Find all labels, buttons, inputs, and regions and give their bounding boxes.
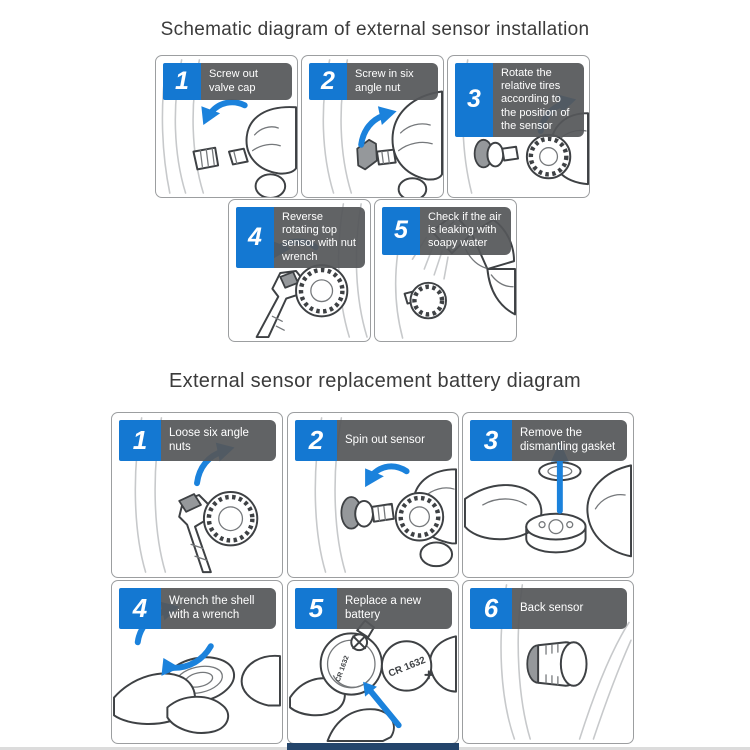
step-header — [119, 420, 276, 461]
step-header — [470, 588, 627, 629]
battery-label: CR 1632 — [387, 654, 428, 680]
step-panel-battery-3 — [462, 412, 634, 578]
step-header — [295, 420, 452, 461]
step-panel-battery-6 — [462, 580, 634, 744]
step-label: Check if the air is leaking with soapy water — [420, 207, 511, 255]
step-header — [295, 588, 452, 629]
step-label: Screw in six angle nut — [347, 63, 438, 100]
step-number: 3 — [470, 420, 512, 461]
sensor-graphic — [204, 492, 257, 545]
step-panel-battery-4 — [111, 580, 283, 744]
step-label: Rotate the relative tires according to the position of the sensor — [493, 63, 584, 137]
step-panel-install-3 — [447, 55, 590, 198]
valve-graphic — [475, 140, 518, 168]
step-number: 6 — [470, 588, 512, 629]
rotate-arrow-icon — [201, 102, 244, 125]
step-label: Reverse rotating top sensor with nut wrench — [274, 207, 365, 268]
step-label: Screw out valve cap — [201, 63, 292, 100]
step-label: Remove the dismantling gasket — [512, 420, 627, 461]
step-number: 5 — [382, 207, 420, 255]
cropped-content-bar — [287, 743, 459, 750]
hand-graphic — [247, 107, 296, 197]
section-title-battery: External sensor replacement battery diagram — [169, 370, 581, 392]
step-number: 2 — [295, 420, 337, 461]
step-label: Loose six angle nuts — [161, 420, 276, 461]
step-number: 2 — [309, 63, 347, 100]
battery-graphic — [382, 641, 432, 690]
step-number: 4 — [236, 207, 274, 268]
step-number: 5 — [295, 588, 337, 629]
rotate-arrow-icon — [365, 466, 407, 487]
step-panel-install-5 — [374, 199, 517, 342]
step-header — [119, 588, 276, 629]
step-label: Replace a new battery — [337, 588, 452, 629]
rotate-arrow-icon — [361, 106, 396, 144]
valve-graphic — [193, 148, 247, 170]
sensor-graphic — [405, 283, 446, 318]
step-number: 1 — [163, 63, 201, 100]
step-label: Back sensor — [512, 588, 627, 629]
section-title-installation: Schematic diagram of external sensor installation — [160, 19, 590, 40]
step-number: 3 — [455, 63, 493, 137]
step-panel-battery-5 — [287, 580, 459, 744]
wrench-graphic — [257, 271, 304, 337]
step-header — [236, 207, 365, 268]
step-label: Wrench the shell with a wrench — [161, 588, 276, 629]
step-panel-battery-2 — [287, 412, 459, 578]
hand-graphic — [393, 91, 442, 197]
step-header — [455, 63, 584, 137]
step-panel-battery-1 — [111, 412, 283, 578]
sensor-open-graphic — [321, 621, 382, 695]
sensor-graphic — [296, 265, 347, 316]
step-panel-install-4 — [228, 199, 371, 342]
step-header — [470, 420, 627, 461]
battery-edge-label: CR 1632 — [334, 654, 351, 683]
step-header — [309, 63, 438, 100]
sensor-graphic — [396, 493, 443, 540]
sensor-graphic — [527, 135, 570, 178]
step-panel-install-1 — [155, 55, 298, 198]
step-header — [163, 63, 292, 100]
step-panel-install-2 — [301, 55, 444, 198]
wrench-graphic — [179, 494, 211, 572]
sensor-base-graphic — [526, 514, 585, 553]
valve-graphic — [341, 497, 393, 529]
step-label: Spin out sensor — [337, 420, 452, 461]
sensor-graphic — [527, 642, 586, 685]
step-number: 1 — [119, 420, 161, 461]
step-header — [382, 207, 511, 255]
step-number: 4 — [119, 588, 161, 629]
